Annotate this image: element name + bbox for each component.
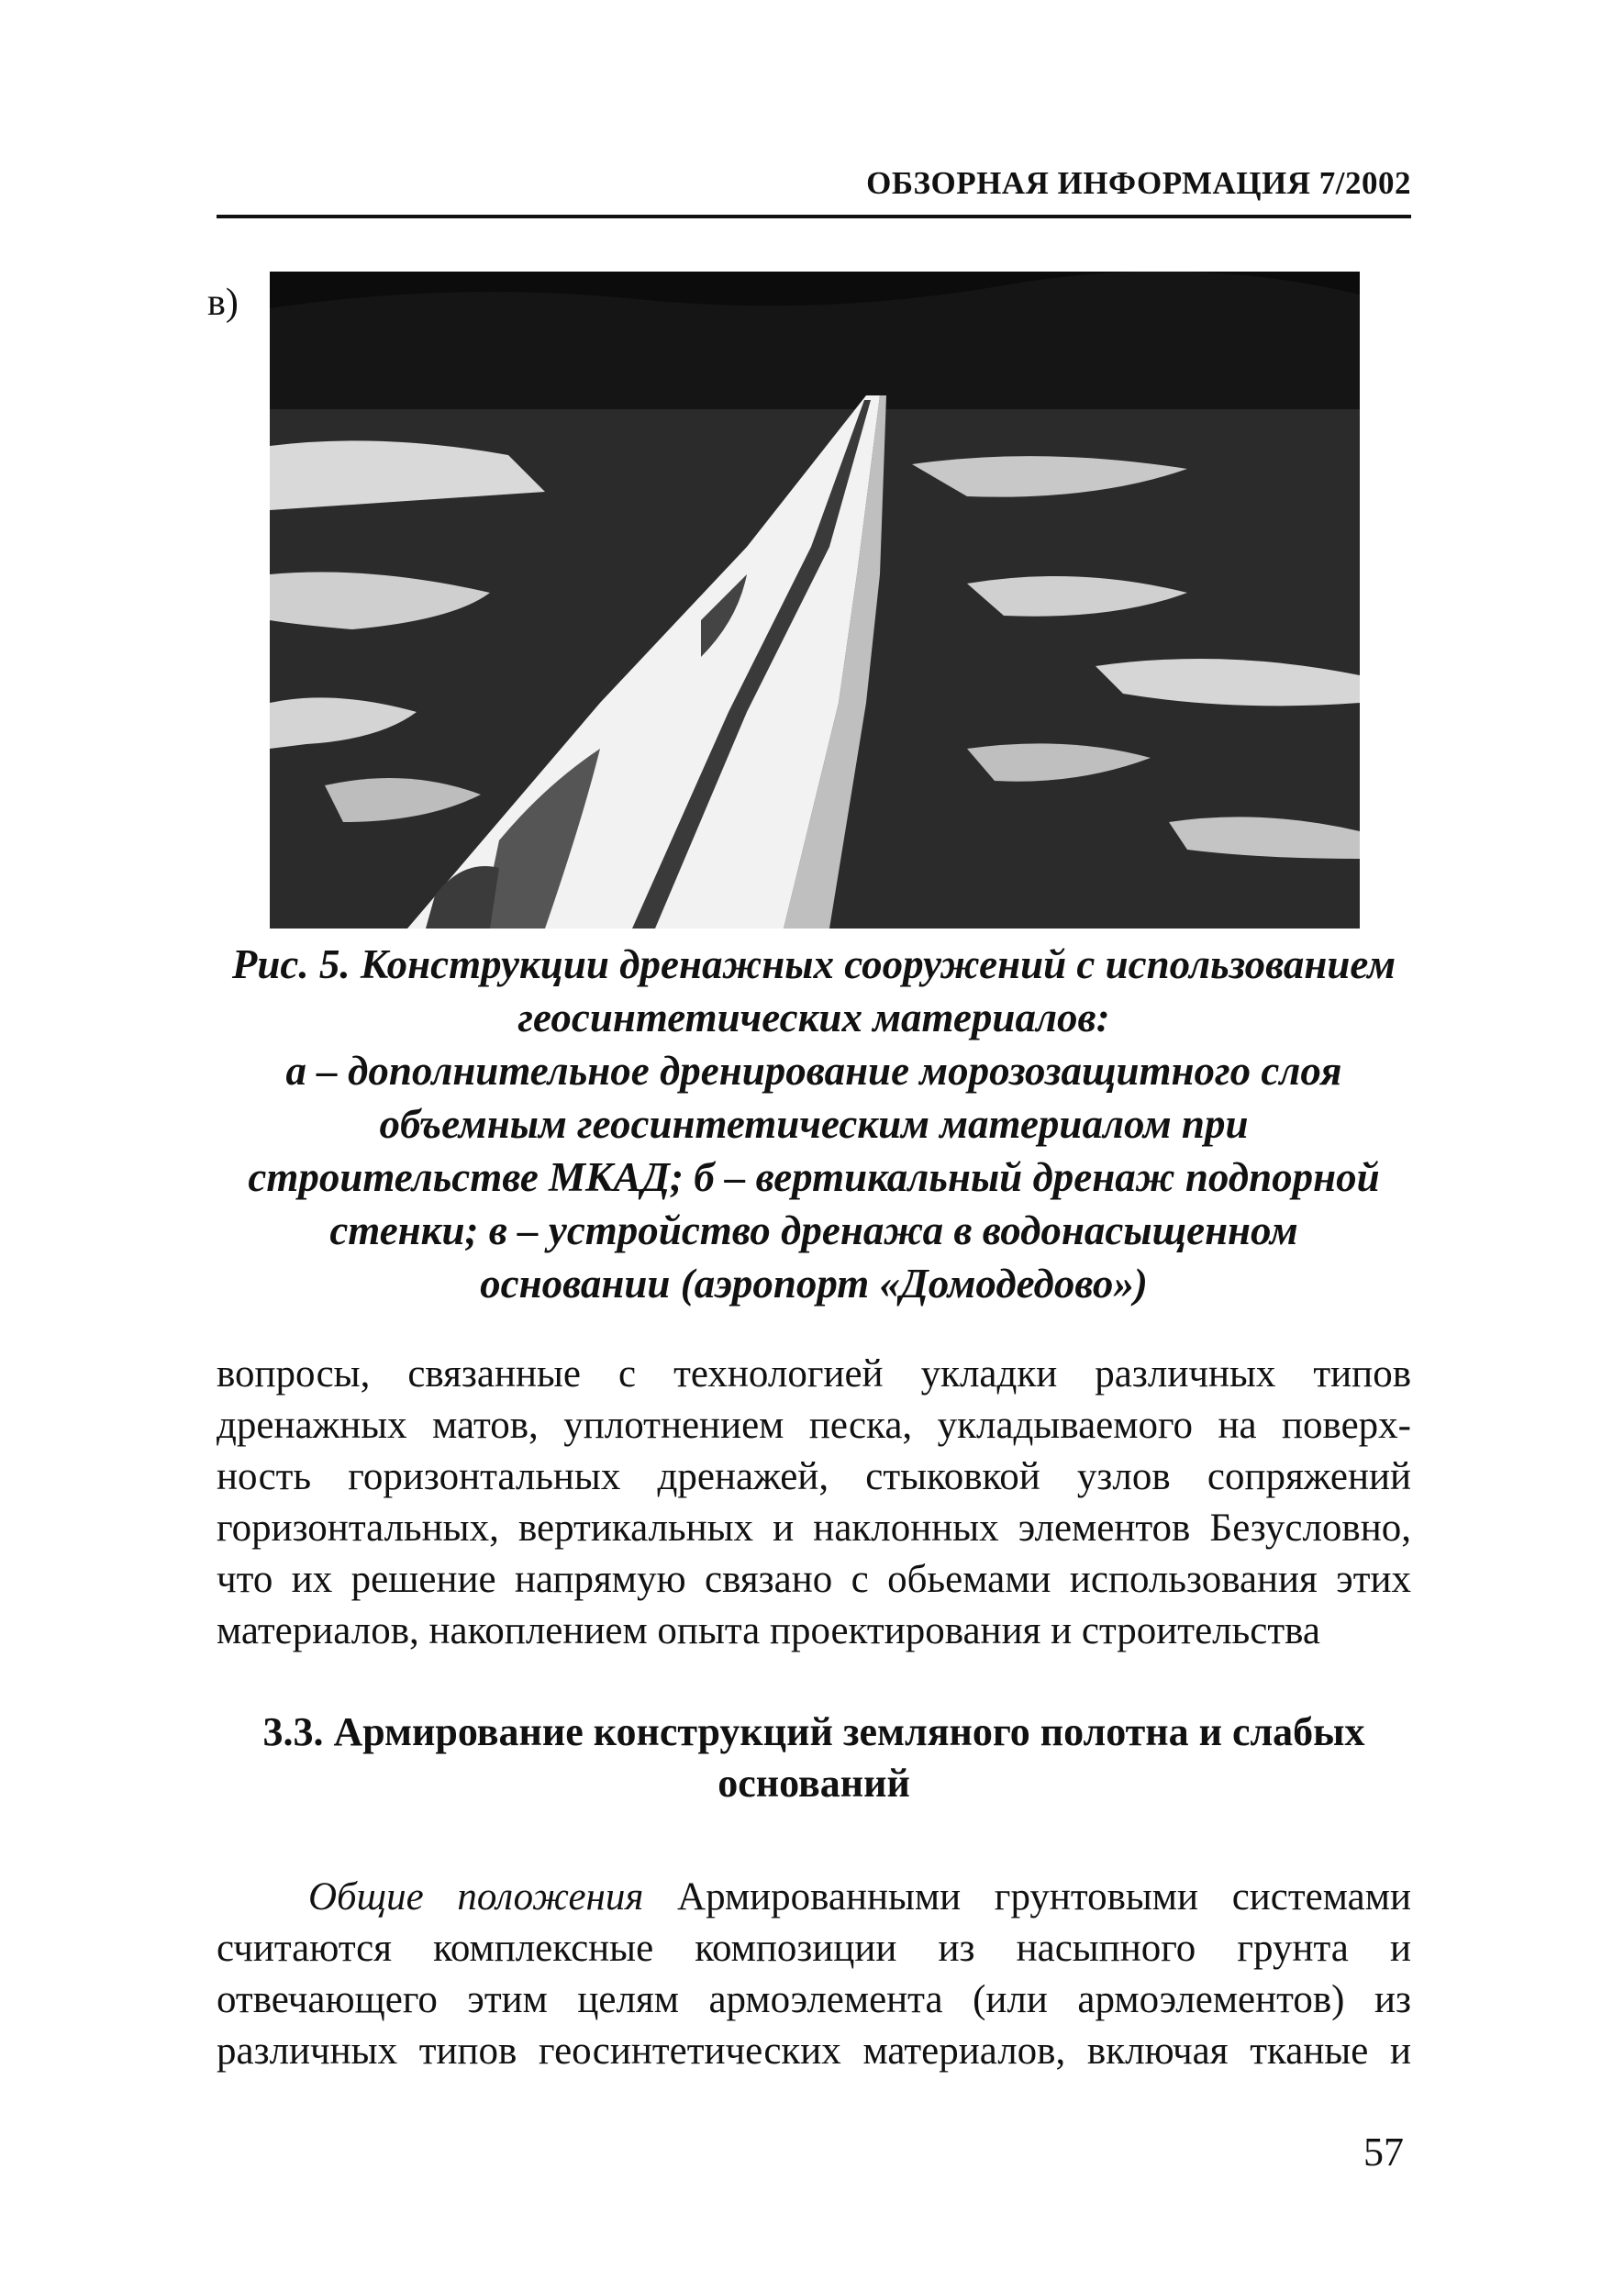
text-line: дренажных матов, уплотнением песка, укладываемого на поверх- xyxy=(217,1404,1411,1447)
caption-line: строительстве МКАД; б – вертикальный дренаж подпорной xyxy=(248,1154,1380,1200)
running-header: ОБЗОРНАЯ ИНФОРМАЦИЯ 7/2002 xyxy=(866,165,1411,201)
caption-line: основании (аэропорт «Домодедово») xyxy=(480,1261,1148,1307)
text-line: отвечающего этим целям армоэлемента (или армоэлементов) из xyxy=(217,1978,1411,2021)
text-line: различных типов геосинтетических материалов, включая тканые и xyxy=(217,2030,1411,2073)
lead-phrase: Общие положения xyxy=(308,1875,644,1918)
text-line: материалов, накоплением опыта проектирования и строительства xyxy=(217,1609,1320,1652)
section-heading-line: оснований xyxy=(717,1761,910,1806)
text-line: горизонтальных, вертикальных и наклонных элементов Безусловно, xyxy=(217,1507,1411,1550)
photo-drawing xyxy=(270,272,1360,929)
figure-caption xyxy=(217,938,1411,1310)
caption-line: объемным геосинтетическим материалом при xyxy=(379,1101,1249,1147)
page-number: 57 xyxy=(1363,2130,1404,2174)
header-rule xyxy=(217,215,1411,218)
caption-line: геосинтетических материалов: xyxy=(517,995,1110,1040)
aerial-drainage-photo xyxy=(270,272,1360,929)
body-paragraph xyxy=(217,1349,1411,1657)
caption-line: стенки; в – устройство дренажа в водонасыщенном xyxy=(329,1207,1298,1253)
section-heading-line: 3.3. Армирование конструкций земляного полотна и слабых xyxy=(262,1709,1365,1754)
figure-letter: в) xyxy=(207,282,239,324)
caption-line: Рис. 5. Конструкции дренажных сооружений с использованием xyxy=(231,941,1396,987)
text-line xyxy=(217,1872,1411,1923)
section-heading xyxy=(217,1707,1411,1809)
text-line: ность горизонтальных дренажей, стыковкой узлов сопряжений xyxy=(217,1455,1411,1498)
body-paragraph xyxy=(217,1872,1411,2077)
text-line: что их решение напрямую связано с обьемами использования этих xyxy=(217,1558,1411,1601)
caption-line: а – дополнительное дренирование морозозащитного слоя xyxy=(285,1048,1342,1094)
text-line: считаются комплексные композиции из насыпного грунта и xyxy=(217,1927,1411,1970)
text-line: вопросы, связанные с технологией укладки различных типов xyxy=(217,1352,1411,1396)
text-fragment: Армированными грунтовыми системами xyxy=(643,1875,1411,1918)
